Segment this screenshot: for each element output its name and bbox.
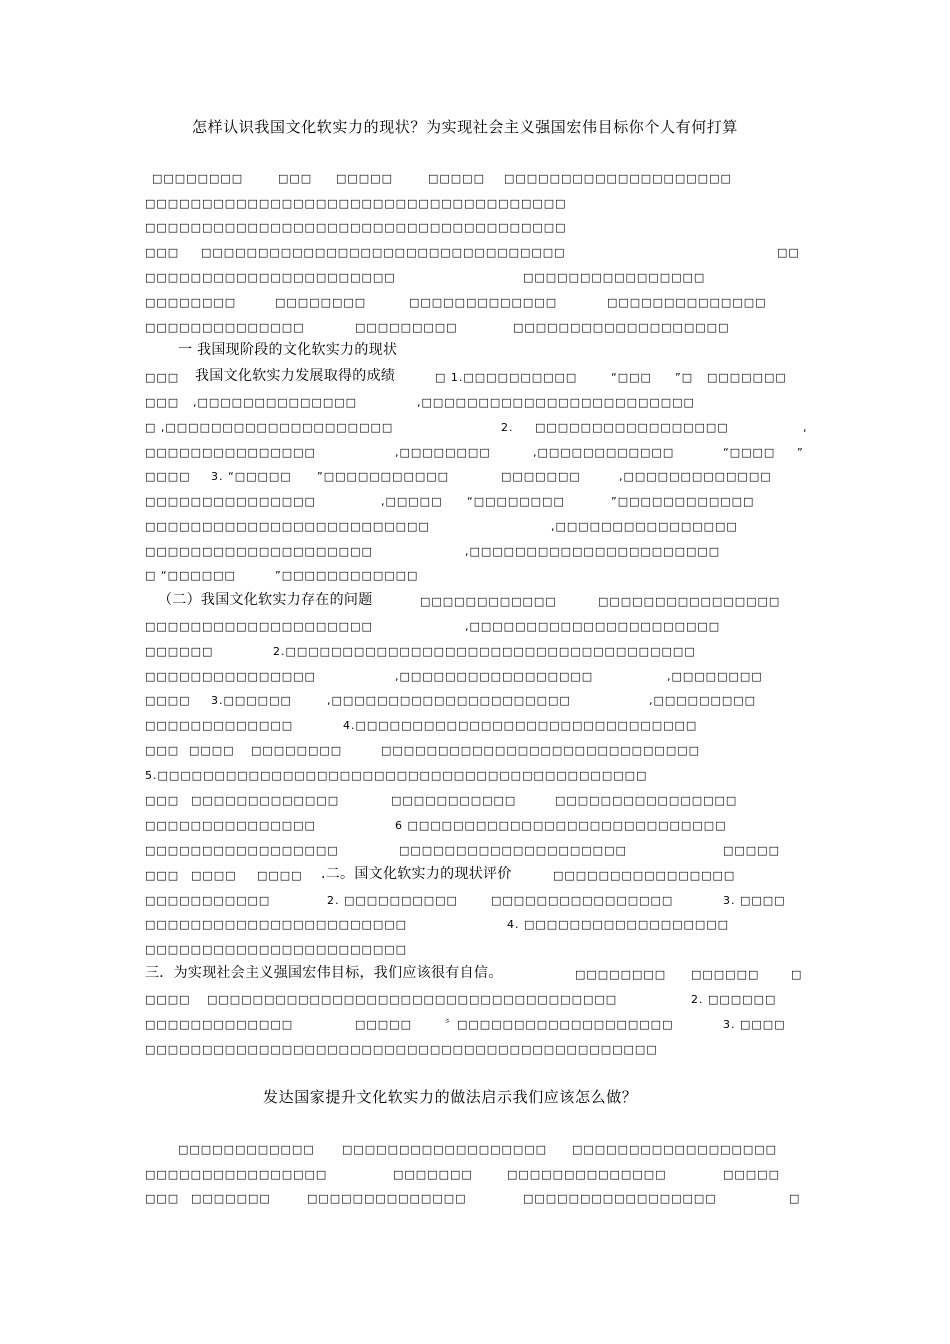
text-run: □□□□□ [336, 172, 393, 185]
text-run: □□□□□□□□□□□□□□□□□□□□□□ [145, 271, 396, 284]
text-run: □□□□ [189, 744, 235, 757]
text-run: □ 1.□□□□□□□□□□ [435, 371, 578, 384]
text-run: □□□□□□□□□□□□□□□□□□□□□□□□□ [145, 520, 430, 533]
text-run: “□□□ [611, 371, 652, 384]
text-run: □□□□□□□□□□□□□□ [607, 296, 767, 309]
text-run: □□□□ [145, 470, 191, 483]
heading-text: 一 我国现阶段的文化软实力的现状 [178, 342, 398, 358]
text-run: □□□□□□□□□□□□□□□□□ [523, 1192, 717, 1205]
text-run: 〞□□□□□□□□□□□□□□□□□□□ [445, 1018, 674, 1031]
text-run: 5.□□□□□□□□□□□□□□□□□□□□□□□□□□□□□□□□□□□□□□□□□□□ [145, 769, 648, 782]
text-run: ,□□□□□□□□□□□□□□□□□□□□□□□□ [417, 396, 695, 409]
text-run: □□□□□□□ [191, 1192, 271, 1205]
subheading-text: （二）我国文化软实力存在的问题 [158, 592, 373, 608]
text-run: □□□□□□□□□□□□□□□□ [555, 794, 738, 807]
text-run: 4.□□□□□□□□□□□□□□□□□□□□□□□□□□□□□□ [343, 719, 698, 732]
text-run: □□□□□□□□□□□□□□□□□□□□□□□□□□□□□□□□□□□□□ [145, 221, 567, 234]
text-run: □□□ [145, 1192, 180, 1205]
text-run: □□□□□□□□ [145, 296, 237, 309]
text-run: □□□□□□□□□□□□□ [191, 794, 340, 807]
text-run: □□□□ [145, 694, 191, 707]
section-2-heading: .二。国文化软实力的现状评价 [321, 866, 512, 882]
text-run: □□□□□ [355, 1018, 412, 1031]
text-run: □□□□□□□□□□□□□ [145, 1018, 294, 1031]
text-run: □□□□□□□□□□□□□□□□ [553, 869, 736, 882]
text-run: □□□□□□□□□□□ [145, 894, 271, 907]
second-title: 发达国家提升文化软实力的做法启示我们应该怎么做？ [263, 1088, 638, 1106]
text-run: □□□□□□□ [501, 470, 581, 483]
text-run: ,□□□□□□□□□□□□□□ [193, 396, 357, 409]
text-run: ”□□□□□□□□□□□ [317, 470, 450, 483]
text-run: ” [797, 446, 804, 459]
text-run: □□□□□□□□□□□□□□□□□□□□□□□ [145, 918, 408, 931]
text-run: ,□□□□□□□□□□□□□□□□□ [395, 670, 594, 683]
text-run: □□□□□□□□□□□□□□□□□□□□□□□□□□□□□□□□□□□□ [207, 993, 618, 1006]
text-run: □□□□□□□□□□□□□□□□□□□□ [399, 844, 627, 857]
text-run: □□□□□ [428, 172, 485, 185]
text-run: □□□□ [145, 993, 191, 1006]
text-run: ,□□□□□□□□ [395, 446, 491, 459]
text-run: ,□□□□□ [381, 495, 443, 508]
text-run: □□□□□□□ [393, 1168, 473, 1181]
text-run: 2. □□□□□□ [691, 993, 777, 1006]
text-run: □□□□□□□□□□□□□□□□□□□□□□□□□□□□□□□□ [201, 246, 566, 259]
text-run: □□□□□□□□□□□□□□□□□□ [572, 1143, 778, 1156]
text-run: □□□□□□□□□□□□□□□□□□ [342, 1143, 548, 1156]
text-run: □□□□□□□□□□□□□□ [307, 1192, 467, 1205]
text-run: □□□ [145, 869, 180, 882]
text-run: 2. [501, 421, 514, 434]
text-run: □□□□□□□□□□□□□□□□ [145, 1168, 328, 1181]
text-run: ,□□□□□□□□□□□□□□□□□□□□□ [327, 694, 571, 707]
text-run: □□□□□□□□□□□□□□□□ [598, 595, 781, 608]
text-run: □□□□□□□□□□□□□□□ [145, 670, 316, 683]
text-run: □□□□□□□□□□□□□ [145, 719, 294, 732]
text-run: □□□□□□□□□□□□□□□□□□□□ [504, 172, 732, 185]
text-run: 2.□□□□□□□□□□□□□□□□□□□□□□□□□□□□□□□□□□□□ [273, 645, 696, 658]
text-run: □□□□□□□□□□□□□□ [145, 321, 305, 334]
text-run: □□□□□□□□□□□□□□□□□□□□ [145, 545, 373, 558]
text-run: ,□□□□□□□□□□□□ [533, 446, 675, 459]
text-run: □□ [777, 246, 800, 259]
text-run: □□□□□□□□□□□□□□□□□□□ [513, 321, 730, 334]
text-run: □□□□□□□□□□□□□ [409, 296, 558, 309]
text-run: ,□□□□□□□□□ [649, 694, 757, 707]
text-run: □□□ [145, 396, 180, 409]
subheading-text: 我国文化软实力发展取得的成绩 [195, 368, 396, 384]
text-run: ”□□□□□□□□□□□□ [275, 569, 419, 582]
text-run: □□□□□□□□□□□□□□□□□ [535, 421, 729, 434]
text-run: ,□□□□□□□□□□□□□□□□ [551, 520, 738, 533]
text-run: □□□□□□□ [707, 371, 787, 384]
text-run: 3. “□□□□□ [211, 470, 292, 483]
text-run: 3. □□□□ [723, 894, 786, 907]
text-run: ,□□□□□□□□□□□□□ [619, 470, 772, 483]
text-run: □□□□□□□□□□□□□□□□□□□□□□□□□□□□□□□□□□□□□ [145, 197, 567, 210]
text-run: □□□□□□ [145, 645, 214, 658]
text-run: ,□□□□□□□□□□□□□□□□□□□□□□ [465, 620, 721, 633]
text-run: □□□□□□□□□□□□□□□□□□□□□□□ [145, 943, 408, 956]
text-run: 2. □□□□□□□□□□ [327, 894, 458, 907]
text-run: □□□□□□ [691, 968, 760, 981]
text-run: □□□□□□□□□□□□ [178, 1143, 315, 1156]
text-run: □□□□□ [723, 1168, 780, 1181]
text-run: 3.□□□□□□ [211, 694, 292, 707]
text-run: “□□□□□□□□ [467, 495, 565, 508]
text-run: ”□□□□□□□□□□□□ [611, 495, 755, 508]
text-run: □□□□□□□□□□□□□□□□□□□□□□□□□□□□ [381, 744, 701, 757]
text-run: □ “□□□□□□ [145, 569, 236, 582]
text-run: □ [789, 1192, 801, 1205]
text-run: □ [791, 968, 803, 981]
text-run: □□□□□□□□□□□□□□□□□□□□□□□□□□□□□□□□□□□□□□□□□□□□□ [145, 1043, 658, 1056]
text-run: ”□ [675, 371, 694, 384]
text-run: □□□□□□□□□ [355, 321, 458, 334]
text-run: □□□□□□□□ [251, 744, 343, 757]
text-run: □□□ [145, 371, 180, 384]
text-run: □□□ [278, 172, 313, 185]
text-run: 6 □□□□□□□□□□□□□□□□□□□□□□□□□□□□ [395, 819, 727, 832]
text-run: 3. □□□□ [723, 1018, 786, 1031]
text-run: □□□□□□□□□□□□□□□□□ [145, 844, 339, 857]
section-3-heading: 三．为实现社会主义强国宏伟目标，我们应该很有自信。 [145, 965, 503, 981]
text-run: □□□□□ [723, 844, 780, 857]
text-run: □□□□□□□□□□□□□□□□ [491, 894, 674, 907]
text-run: □□□□□□□□□□□□□□□ [145, 446, 316, 459]
text-run: “□□□□ [723, 446, 776, 459]
text-run: □□□□□□□□ [275, 296, 367, 309]
text-run: 4. □□□□□□□□□□□□□□□□□□ [507, 918, 730, 931]
text-run: □ ,□□□□□□□□□□□□□□□□□□□□ [145, 421, 394, 434]
text-run: □□□□□□□□□□□□□□□ [145, 495, 316, 508]
text-run: □□□□□□□□□□□□□□□□□□□□ [145, 620, 373, 633]
text-run: , [803, 421, 808, 434]
text-run: □□□□□□□□ [152, 172, 244, 185]
text-run: □□□ [145, 794, 180, 807]
text-run: □□□□□□□□□□□□□□□ [145, 819, 316, 832]
text-run: □□□□ [257, 869, 303, 882]
text-run: □□□□□□□□□□□ [391, 794, 517, 807]
text-run: □□□ [145, 246, 180, 259]
text-run: □□□□□□□□□□□□ [420, 595, 557, 608]
text-run: □□□□ [191, 869, 237, 882]
text-run: ,□□□□□□□□ [667, 670, 763, 683]
document-title: 怎样认识我国文化软实力的现状？为实现社会主义强国宏伟目标你个人有何打算 [192, 118, 739, 136]
text-run: □□□ [145, 744, 180, 757]
text-run: ,□□□□□□□□□□□□□□□□□□□□□□ [465, 545, 721, 558]
text-run: □□□□□□□□□□□□□□□□ [523, 271, 706, 284]
text-run: □□□□□□□□□□□□□□ [507, 1168, 667, 1181]
text-run: □□□□□□□□ [575, 968, 667, 981]
